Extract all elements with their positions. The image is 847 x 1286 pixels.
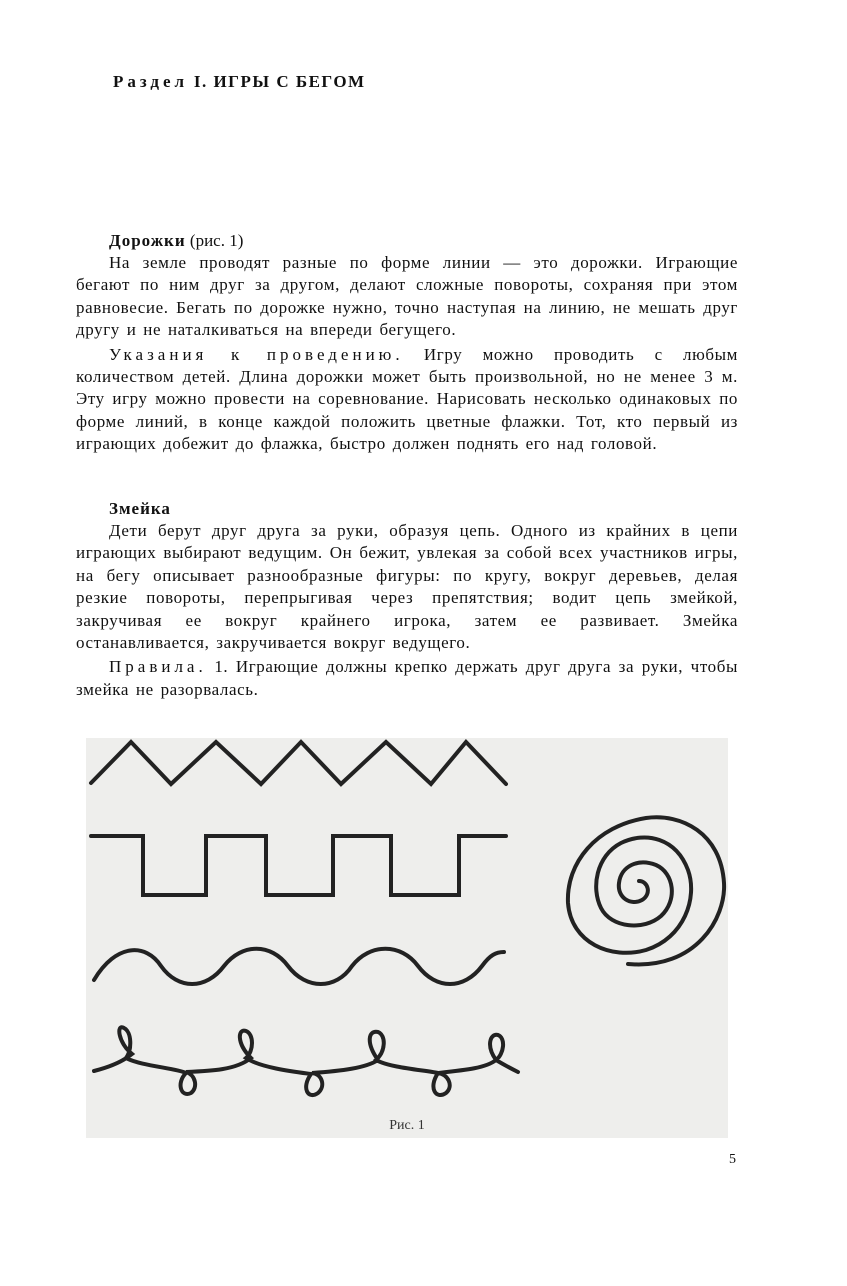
figure-reference: (рис. 1) (189, 231, 244, 250)
game-title: Дорожки (109, 231, 186, 250)
path-drawings (86, 738, 728, 1138)
wave-line (94, 949, 504, 984)
game-heading-zmeyka (109, 498, 171, 520)
spiral-line (568, 817, 724, 964)
game-description-dorozhki (76, 252, 738, 456)
zigzag-line (91, 742, 506, 784)
section-prefix: Раздел (113, 72, 189, 91)
game-heading-dorozhki (109, 230, 243, 252)
section-name: I. ИГРЫ С БЕГОМ (193, 72, 366, 91)
figure-caption: Рис. 1 (389, 1118, 425, 1133)
paragraph-text: 1. Играющие должны крепко держать друг друга за руки, чтобы змейка не разорвалась. (76, 657, 738, 699)
rules-label: Правила. (109, 657, 207, 677)
paragraph (76, 344, 738, 456)
section-title (113, 72, 366, 92)
page-number: 5 (729, 1152, 736, 1167)
paragraph: На земле проводят разные по форме линии — это дорожки. Играющие бегают по ним друг за другом, делают сложные повороты, сохраняя при этом равновесие. Бегать по дорожке нужно, точно наступая на линию, не мешать друг другу и не наталкиваться на впереди бегущего. (76, 253, 738, 340)
paragraph: Дети берут друг друга за руки, образуя цепь. Одного из крайних в цепи играющих выбирают ведущим. Он бежит, увлекая за собой всех участников игры, на бегу описывает разнообразные фигуры: по кругу, вокруг деревьев, делая резкие повороты, перепрыгивая через препятствия; водит цепь змейкой, закручивая ее вокруг крайнего игрока, затем ее развивает. Змейка останавливается, закручивается вокруг ведущего. (76, 521, 738, 653)
meander-line (91, 836, 506, 895)
game-title: Змейка (109, 499, 171, 518)
paragraph-text: Игру можно проводить с любым количеством детей. Длина дорожки может быть произвольной, но не менее 3 м. Эту игру можно провести на соревнование. Нарисовать несколько одинаковых по форме линий, в конце каждой положить цветные флажки. Тот, кто первый из играющих добежит до флажка, быстро должен поднять его над головой. (76, 344, 739, 454)
figure-paths (86, 738, 728, 1138)
game-description-zmeyka (76, 520, 738, 701)
paragraph (76, 656, 738, 701)
loop-line (94, 1027, 518, 1095)
instructions-label: Указания к проведению. (109, 344, 404, 364)
